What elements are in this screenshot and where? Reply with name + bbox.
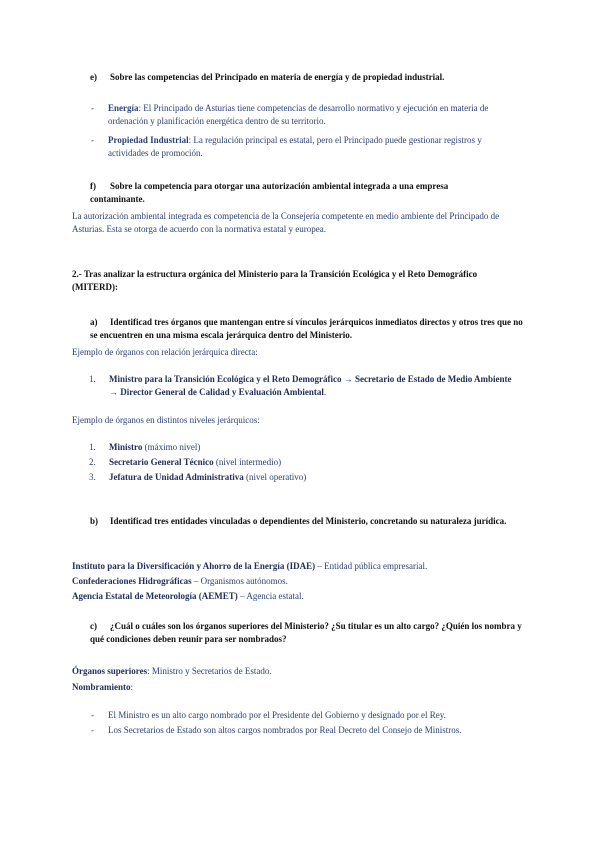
section-2-heading: 2.- Tras analizar la estructura orgánica del Ministerio para la Transición Ecológica y el Reto Demográfico (MITERD):	[72, 269, 478, 293]
question-letter: e)	[90, 72, 97, 82]
organos-term: Órganos superiores	[72, 666, 148, 676]
entity-text: – Entidad pública empresarial.	[315, 561, 428, 571]
question-letter: a)	[90, 317, 98, 327]
item-note: (nivel operativo)	[243, 472, 307, 482]
question-text: Identificad tres entidades vinculadas o dependientes del Ministerio, concretando su naturaleza jurídica.	[110, 516, 507, 526]
entity-item-confederaciones	[72, 575, 527, 588]
item-text: : La regulación principal es estatal, pero el Principado puede gestionar registros y actividades de promoción.	[108, 135, 482, 159]
question-text: Sobre la competencia para otorgar una autorización ambiental integrada a una empresa contaminante.	[90, 181, 449, 205]
list-dash: -	[91, 725, 94, 735]
item-term: Energía	[108, 103, 139, 113]
entity-text: – Agencia estatal.	[237, 591, 304, 601]
entity-item-idae	[72, 560, 527, 573]
organos-text: : Ministro y Secretarios de Estado.	[147, 666, 272, 676]
entity-term: Agencia Estatal de Meteorología (AEMET)	[72, 591, 238, 601]
item-end: .	[323, 387, 327, 398]
list-item-energia	[91, 102, 518, 128]
nombramiento-colon: :	[130, 682, 134, 692]
item-term: Jefatura de Unidad Administrativa	[109, 472, 244, 482]
question-text: Identificad tres órganos que mantengan entre sí vínculos jerárquicos inmediatos directos y otros tres que no se encuentren en una misma escala jerárquica dentro del Ministerio.	[90, 317, 523, 341]
organos-superiores	[72, 665, 527, 678]
entity-text: – Organismos autónomos.	[191, 576, 288, 586]
numbered-item-level-2	[89, 456, 509, 469]
numbered-item-direct	[89, 373, 519, 399]
item-text: : El Principado de Asturias tiene competencias de desarrollo normativo y ejecución en materia de ordenación y planificación energética dentro de su territorio.	[108, 103, 489, 127]
numbered-item-level-1	[89, 441, 509, 454]
question-letter: b)	[90, 516, 99, 526]
question-2b	[90, 515, 530, 528]
question-2c	[90, 620, 530, 646]
list-dash: -	[91, 135, 94, 145]
question-e	[90, 71, 530, 84]
list-item-ministro	[91, 709, 528, 722]
question-2a	[90, 316, 530, 342]
item-term: Propiedad Industrial	[108, 135, 189, 145]
entity-term: Confederaciones Hidrográficas	[72, 576, 192, 586]
entity-item-aemet	[72, 590, 527, 603]
intro-direct: Ejemplo de órganos con relación jerárquica directa:	[72, 347, 258, 357]
item-note: (nivel intermedio)	[213, 457, 282, 467]
item-number: 2.	[89, 457, 96, 467]
list-item-secretarios	[91, 724, 528, 737]
question-letter: c)	[90, 621, 97, 631]
item-term: Ministro para la Transición Ecológica y el Reto Demográfico → Secretario de Estado de Medio Ambiente → Director General de Calidad y Evaluación Ambiental	[109, 374, 512, 398]
item-text: Los Secretarios de Estado son altos cargos nombrados por Real Decreto del Consejo de Ministros.	[108, 725, 462, 735]
question-text: ¿Cuál o cuáles son los órganos superiores del Ministerio? ¿Su titular es un alto cargo? ¿Quién los nombra y qué condiciones deben reunir para ser nombrados?	[90, 621, 522, 645]
numbered-item-level-3	[89, 471, 509, 484]
nombramiento-term: Nombramiento	[72, 682, 131, 692]
item-term: Secretario General Técnico	[109, 457, 214, 467]
list-dash: -	[91, 103, 94, 113]
item-number: 1.	[89, 442, 96, 452]
item-number: 3.	[89, 472, 96, 482]
intro-levels: Ejemplo de órganos en distintos niveles jerárquicos:	[72, 415, 260, 425]
item-note: (máximo nivel)	[142, 442, 201, 452]
list-item-propiedad	[91, 134, 518, 160]
answer-f: La autorización ambiental integrada es competencia de la Consejería competente en medio ambiente del Principado de Asturias. Esta se otorga de acuerdo con la normativa estatal y europea.	[72, 211, 500, 235]
question-letter: f)	[90, 181, 96, 191]
nombramiento-label	[72, 681, 527, 694]
question-text: Sobre las competencias del Principado en materia de energía y de propiedad industrial.	[110, 72, 445, 82]
item-number: 1.	[89, 374, 96, 384]
entity-term: Instituto para la Diversificación y Ahorro de la Energía (IDAE)	[72, 561, 316, 571]
item-term: Ministro	[109, 442, 143, 452]
item-text: El Ministro es un alto cargo nombrado por el Presidente del Gobierno y designado por el Rey.	[108, 710, 446, 720]
question-f	[90, 180, 490, 206]
list-dash: -	[91, 710, 94, 720]
